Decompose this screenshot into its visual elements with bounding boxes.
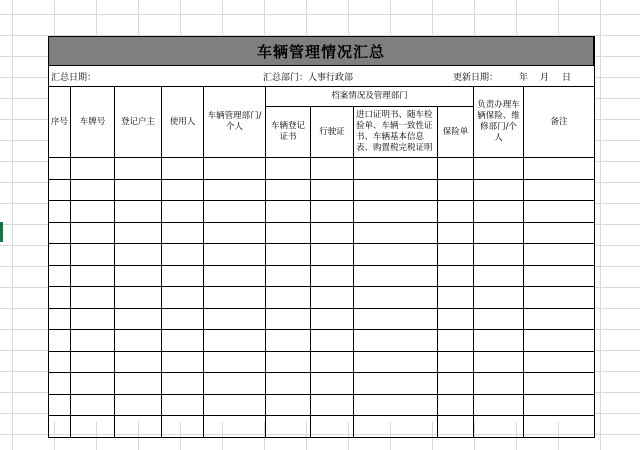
table-cell[interactable] bbox=[71, 351, 115, 373]
table-cell[interactable] bbox=[354, 308, 438, 330]
table-cell[interactable] bbox=[524, 330, 595, 352]
table-cell[interactable] bbox=[266, 416, 311, 438]
table-cell[interactable] bbox=[438, 351, 474, 373]
table-cell[interactable] bbox=[115, 373, 162, 395]
table-row bbox=[49, 179, 595, 201]
table-cell[interactable] bbox=[162, 244, 204, 266]
table-cell[interactable] bbox=[49, 265, 71, 287]
table-cell[interactable] bbox=[524, 201, 595, 223]
table-row bbox=[49, 222, 595, 244]
table-row bbox=[49, 351, 595, 373]
table-cell[interactable] bbox=[266, 373, 311, 395]
table-cell[interactable] bbox=[204, 222, 266, 244]
table-row bbox=[49, 308, 595, 330]
meta-row bbox=[48, 66, 594, 86]
table-cell[interactable] bbox=[71, 201, 115, 223]
year-label: 年 bbox=[519, 73, 529, 83]
table-cell[interactable] bbox=[438, 158, 474, 180]
table-cell[interactable] bbox=[266, 265, 311, 287]
table-cell[interactable] bbox=[354, 179, 438, 201]
table-cell[interactable] bbox=[524, 158, 595, 180]
table-cell[interactable] bbox=[204, 373, 266, 395]
table-cell[interactable] bbox=[311, 416, 354, 438]
table-cell[interactable] bbox=[204, 394, 266, 416]
summary-date-label: 汇总日期： bbox=[51, 73, 97, 83]
row-selection-marker bbox=[0, 222, 3, 242]
table-cell[interactable] bbox=[474, 179, 524, 201]
table-cell[interactable] bbox=[162, 330, 204, 352]
table-row bbox=[49, 330, 595, 352]
table-cell[interactable] bbox=[354, 373, 438, 395]
table-cell[interactable] bbox=[71, 373, 115, 395]
table-cell[interactable] bbox=[204, 416, 266, 438]
header-import-docs: 进口证明书、随车检验单、车辆一致性证书、车辆基本信息表、购置税完税证明 bbox=[354, 107, 438, 158]
month-label: 月 bbox=[540, 73, 550, 83]
table-cell[interactable] bbox=[524, 222, 595, 244]
table-cell[interactable] bbox=[204, 308, 266, 330]
table-cell[interactable] bbox=[266, 222, 311, 244]
table-cell[interactable] bbox=[474, 244, 524, 266]
table-cell[interactable] bbox=[474, 201, 524, 223]
table-cell[interactable] bbox=[311, 308, 354, 330]
table-cell[interactable] bbox=[115, 244, 162, 266]
table-cell[interactable] bbox=[311, 265, 354, 287]
table-cell[interactable] bbox=[266, 287, 311, 309]
table-cell[interactable] bbox=[474, 394, 524, 416]
table-cell[interactable] bbox=[311, 222, 354, 244]
table-cell[interactable] bbox=[354, 244, 438, 266]
table-cell[interactable] bbox=[438, 201, 474, 223]
table-cell[interactable] bbox=[49, 222, 71, 244]
table-cell[interactable] bbox=[311, 158, 354, 180]
header-plate: 车牌号 bbox=[71, 87, 115, 158]
table-cell[interactable] bbox=[71, 287, 115, 309]
table-cell[interactable] bbox=[311, 179, 354, 201]
table-row bbox=[49, 265, 595, 287]
table-cell[interactable] bbox=[71, 330, 115, 352]
table-cell[interactable] bbox=[115, 308, 162, 330]
table-cell[interactable] bbox=[474, 373, 524, 395]
header-license: 行驶证 bbox=[311, 107, 354, 158]
vehicle-table bbox=[48, 86, 595, 438]
table-cell[interactable] bbox=[474, 158, 524, 180]
table-cell[interactable] bbox=[266, 179, 311, 201]
table-cell[interactable] bbox=[474, 308, 524, 330]
table-cell[interactable] bbox=[115, 351, 162, 373]
table-cell[interactable] bbox=[162, 351, 204, 373]
table-cell[interactable] bbox=[311, 287, 354, 309]
table-cell[interactable] bbox=[162, 308, 204, 330]
table-cell[interactable] bbox=[115, 416, 162, 438]
table-cell[interactable] bbox=[162, 158, 204, 180]
table-cell[interactable] bbox=[115, 179, 162, 201]
table-cell[interactable] bbox=[266, 351, 311, 373]
table-cell[interactable] bbox=[524, 373, 595, 395]
table-cell[interactable] bbox=[266, 308, 311, 330]
table-cell[interactable] bbox=[71, 222, 115, 244]
table-cell[interactable] bbox=[162, 394, 204, 416]
table-cell[interactable] bbox=[524, 394, 595, 416]
header-dept: 车辆管理部门/个人 bbox=[204, 87, 266, 158]
table-cell[interactable] bbox=[266, 244, 311, 266]
table-cell[interactable] bbox=[71, 308, 115, 330]
table-cell[interactable] bbox=[71, 244, 115, 266]
table-cell[interactable] bbox=[115, 287, 162, 309]
table-cell[interactable] bbox=[204, 244, 266, 266]
table-cell[interactable] bbox=[524, 265, 595, 287]
table-row bbox=[49, 201, 595, 223]
table-cell[interactable] bbox=[266, 330, 311, 352]
table-cell[interactable] bbox=[354, 158, 438, 180]
table-cell[interactable] bbox=[71, 158, 115, 180]
table-cell[interactable] bbox=[49, 287, 71, 309]
table-cell[interactable] bbox=[438, 308, 474, 330]
table-cell[interactable] bbox=[115, 158, 162, 180]
table-cell[interactable] bbox=[474, 330, 524, 352]
header-remark: 备注 bbox=[524, 87, 595, 158]
table-cell[interactable] bbox=[49, 179, 71, 201]
header-insurance: 保险单 bbox=[438, 107, 474, 158]
table-cell[interactable] bbox=[71, 416, 115, 438]
table-cell[interactable] bbox=[354, 351, 438, 373]
table-cell[interactable] bbox=[354, 394, 438, 416]
table-cell[interactable] bbox=[49, 416, 71, 438]
header-archive-group: 档案情况及管理部门 bbox=[266, 87, 474, 107]
table-cell[interactable] bbox=[49, 373, 71, 395]
table-cell[interactable] bbox=[71, 179, 115, 201]
table-cell[interactable] bbox=[524, 287, 595, 309]
table-cell[interactable] bbox=[162, 265, 204, 287]
table-cell[interactable] bbox=[354, 222, 438, 244]
vehicle-summary-sheet bbox=[48, 36, 595, 422]
update-date-label: 更新日期： bbox=[453, 73, 499, 83]
header-reg-cert: 车辆登记证书 bbox=[266, 107, 311, 158]
table-cell[interactable] bbox=[524, 179, 595, 201]
table-cell[interactable] bbox=[354, 416, 438, 438]
table-cell[interactable] bbox=[354, 201, 438, 223]
table-cell[interactable] bbox=[438, 179, 474, 201]
table-cell[interactable] bbox=[49, 201, 71, 223]
table-cell[interactable] bbox=[204, 179, 266, 201]
table-cell[interactable] bbox=[311, 351, 354, 373]
table-row bbox=[49, 244, 595, 266]
table-cell[interactable] bbox=[311, 244, 354, 266]
table-row bbox=[49, 373, 595, 395]
table-cell[interactable] bbox=[162, 222, 204, 244]
table-cell[interactable] bbox=[438, 287, 474, 309]
table-cell[interactable] bbox=[115, 265, 162, 287]
header-owner: 登记户主 bbox=[115, 87, 162, 158]
table-cell[interactable] bbox=[438, 373, 474, 395]
table-cell[interactable] bbox=[71, 265, 115, 287]
table-cell[interactable] bbox=[438, 222, 474, 244]
table-cell[interactable] bbox=[311, 201, 354, 223]
table-cell[interactable] bbox=[438, 244, 474, 266]
table-cell[interactable] bbox=[162, 287, 204, 309]
table-cell[interactable] bbox=[311, 373, 354, 395]
table-cell[interactable] bbox=[162, 416, 204, 438]
table-cell[interactable] bbox=[474, 287, 524, 309]
department-label: 汇总部门：人事行政部 bbox=[263, 73, 354, 83]
header-resp-dept: 负责办理车辆保险、维修部门/个人 bbox=[474, 87, 524, 158]
table-cell[interactable] bbox=[49, 308, 71, 330]
table-cell[interactable] bbox=[204, 351, 266, 373]
table-cell[interactable] bbox=[524, 416, 595, 438]
table-cell[interactable] bbox=[474, 351, 524, 373]
table-cell[interactable] bbox=[474, 265, 524, 287]
table-cell[interactable] bbox=[438, 394, 474, 416]
table-row bbox=[49, 287, 595, 309]
table-cell[interactable] bbox=[162, 373, 204, 395]
table-cell[interactable] bbox=[524, 244, 595, 266]
table-cell[interactable] bbox=[354, 330, 438, 352]
table-cell[interactable] bbox=[524, 351, 595, 373]
table-cell[interactable] bbox=[204, 330, 266, 352]
table-row bbox=[49, 416, 595, 438]
table-cell[interactable] bbox=[204, 201, 266, 223]
table-row bbox=[49, 394, 595, 416]
table-cell[interactable] bbox=[354, 287, 438, 309]
table-cell[interactable] bbox=[49, 351, 71, 373]
table-cell[interactable] bbox=[49, 394, 71, 416]
table-cell[interactable] bbox=[266, 158, 311, 180]
table-cell[interactable] bbox=[354, 265, 438, 287]
header-seq: 序号 bbox=[49, 87, 71, 158]
header-user: 使用人 bbox=[162, 87, 204, 158]
day-label: 日 bbox=[562, 73, 572, 83]
table-cell[interactable] bbox=[162, 179, 204, 201]
table-cell[interactable] bbox=[438, 416, 474, 438]
table-row bbox=[49, 158, 595, 180]
table-cell[interactable] bbox=[311, 330, 354, 352]
table-cell[interactable] bbox=[266, 201, 311, 223]
table-cell[interactable] bbox=[115, 222, 162, 244]
table-cell[interactable] bbox=[115, 330, 162, 352]
sheet-title: 车辆管理情况汇总 bbox=[48, 36, 594, 66]
table-cell[interactable] bbox=[524, 308, 595, 330]
table-cell[interactable] bbox=[115, 201, 162, 223]
table-cell[interactable] bbox=[311, 394, 354, 416]
table-cell[interactable] bbox=[71, 394, 115, 416]
table-cell[interactable] bbox=[204, 287, 266, 309]
table-cell[interactable] bbox=[438, 265, 474, 287]
table-cell[interactable] bbox=[49, 330, 71, 352]
table-cell[interactable] bbox=[115, 394, 162, 416]
table-cell[interactable] bbox=[204, 158, 266, 180]
table-cell[interactable] bbox=[162, 201, 204, 223]
table-cell[interactable] bbox=[474, 222, 524, 244]
table-cell[interactable] bbox=[49, 244, 71, 266]
table-cell[interactable] bbox=[204, 265, 266, 287]
table-cell[interactable] bbox=[438, 330, 474, 352]
table-cell[interactable] bbox=[474, 416, 524, 438]
table-cell[interactable] bbox=[266, 394, 311, 416]
table-cell[interactable] bbox=[49, 158, 71, 180]
